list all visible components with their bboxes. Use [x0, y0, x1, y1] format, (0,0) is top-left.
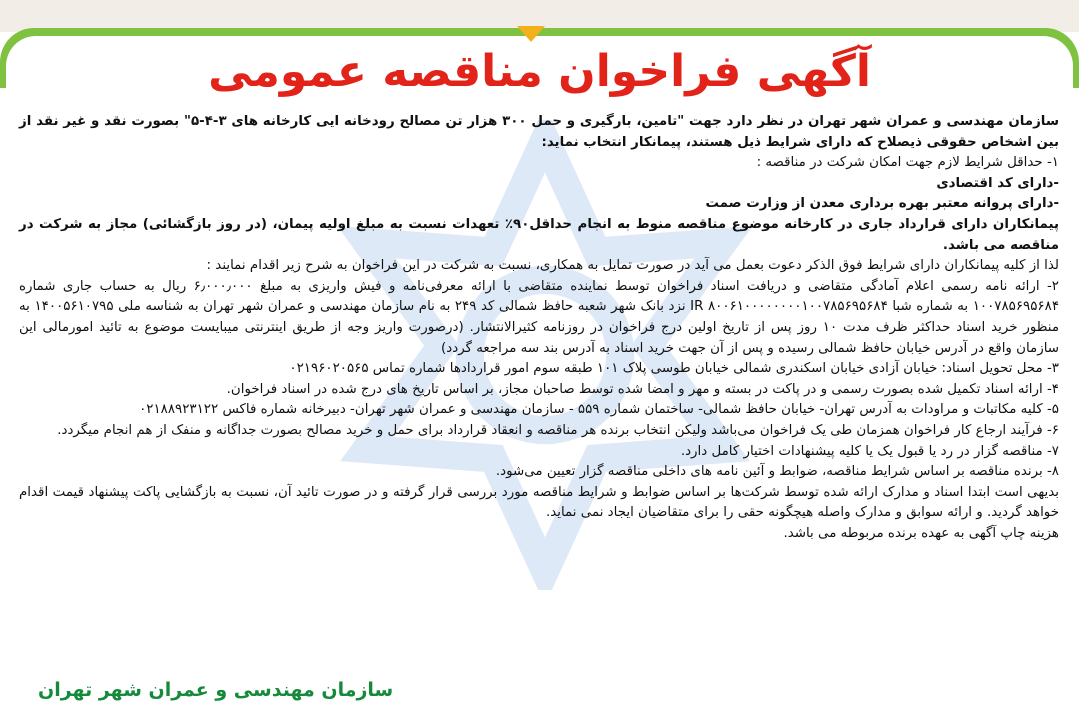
invitation-paragraph: لذا از کلیه پیمانکاران دارای شرایط فوق الذکر دعوت بعمل می آید در صورت تمایل به همکاری، نسبت به شرکت در این فراخوان به شرح زیر اقدام نمایند :: [206, 258, 1059, 274]
printing-cost-note: هزینه چاپ آگهی به عهده برنده مربوطه می باشد.: [783, 525, 1059, 541]
organization-signature: سازمان مهندسی و عمران شهر تهران: [38, 679, 394, 701]
item-2-purchase-documents: ۲- ارائه نامه رسمی اعلام آمادگی متقاضی و دریافت اسناد فراخوان توسط نماینده متقاضی با ارائه معرفی‌نامه و فیش واریزی به مبلغ ۶٫۰۰۰٫۰۰۰ ریال به حساب جاری شماره ۱۰۰۷۸۵۶۹۵۶۸۴ به شماره شبا IR ۸۰۰۶۱۰۰۰۰۰۰۰۰۱۰۰۷۸۵۶۹۵۶۸۴ نزد بانک شهر شعبه حافظ شمالی کد ۲۴۹ به نام سازمان مهندسی و عمران شهر تهران به شناسه ملی ۱۴۰۰۵۶۱۰۷۹۵ به منظور خرید اسناد حداکثر ظرف مدت ۱۰ روز پس از تاریخ اولین درج فراخوان در روزنامه کثیرالانتشار. (درصورت واریز وجه از طریق اینترنتی میبایست موضوع به تائید امورمالی این سازمان واقع در آدرس خیابان حافظ شمالی رسیده و پس از آن جهت خرید اسناد به آدرس بند سه مراجعه گردد): [19, 278, 1060, 356]
item-8-winner: ۸- برنده مناقصه بر اساس شرایط مناقصه، ضوابط و آئین نامه های داخلی مناقصه گزار تعیین می‌شود.: [495, 464, 1059, 480]
intro-paragraph: سازمان مهندسی و عمران شهر تهران در نظر دارد جهت "تامین، بارگیری و حمل ۳۰۰ هزار تن مصالح رودخانه ایی کارخانه های ۳-۴-۵" بصورت نقد و غیر نقد از بین اشخاص حقوقی ذیصلاح که دارای شرایط ذیل هستند، پیمانکار انتخاب نماید:: [19, 114, 1059, 150]
item-7-rights: ۷- مناقصه گزار در رد یا قبول یک یا کلیه پیشنهادات اختیار کامل دارد.: [680, 443, 1059, 459]
condition-economic-code: -دارای کد اقتصادی: [936, 175, 1059, 191]
condition-heading: ۱- حداقل شرایط لازم جهت امکان شرکت در مناقصه :: [756, 155, 1059, 171]
item-4-submission: ۴- ارائه اسناد تکمیل شده بصورت رسمی و در پاکت در بسته و مهر و امضا شده توسط صاحبان مجاز، بر اساس تاریخ های درج شده در اسناد فراخوان.: [226, 381, 1059, 397]
orange-notch-icon: [517, 26, 545, 42]
item-3-delivery-address: ۳- محل تحویل اسناد: خیابان آزادی خیابان اسکندری شمالی خیابان طوسی پلاک ۱۰۱ طبقه سوم امور قراردادها شماره تماس ۰۲۱۹۶۰۲۰۵۶۵: [289, 361, 1059, 377]
item-5-correspondence: ۵- کلیه مکاتبات و مراودات به آدرس تهران- خیابان حافظ شمالی- ساختمان شماره ۵۵۹ - سازمان مهندسی و عمران شهر تهران- دبیرخانه شماره فاکس ۰۲۱۸۸۹۲۳۱۲۲: [139, 402, 1059, 418]
condition-mining-license: -دارای پروانه معتبر بهره برداری معدن از وزارت صمت: [705, 196, 1059, 212]
page-title: آگهی فراخوان مناقصه عمومی: [208, 46, 871, 97]
notice-body: [19, 112, 1059, 544]
item-6-process: ۶- فرآیند ارجاع کار فراخوان همزمان طی یک فراخوان می‌باشد ولیکن انتخاب برنده هر مناقصه و انعقاد قرارداد برای حمل و خرید مصالح بصورت جداگانه و منفک از هم انجام میگردد.: [57, 422, 1059, 438]
closing-paragraph: بدیهی است ابتدا اسناد و مدارک ارائه شده توسط شرکت‌ها بر اساس ضوابط و شرایط مناقصه مورد بررسی قرار گرفته و در صورت تائید آن، نسبت به بازگشایی پاکت پیشنهاد قیمت اقدام خواهد گردید. و ارائه سوابق و مدارک واصله هیچگونه حقی را برای متقاضیان ایجاد نمی نماید.: [19, 484, 1059, 521]
condition-current-contractors: پیمانکاران دارای قرارداد جاری در کارخانه موضوع مناقصه منوط به انجام حداقل۹۰٪ تعهدات نسبت به مبلغ اولیه پیمان، (در روز بازگشائی) مجاز به شرکت در مناقصه می باشد.: [19, 216, 1059, 253]
